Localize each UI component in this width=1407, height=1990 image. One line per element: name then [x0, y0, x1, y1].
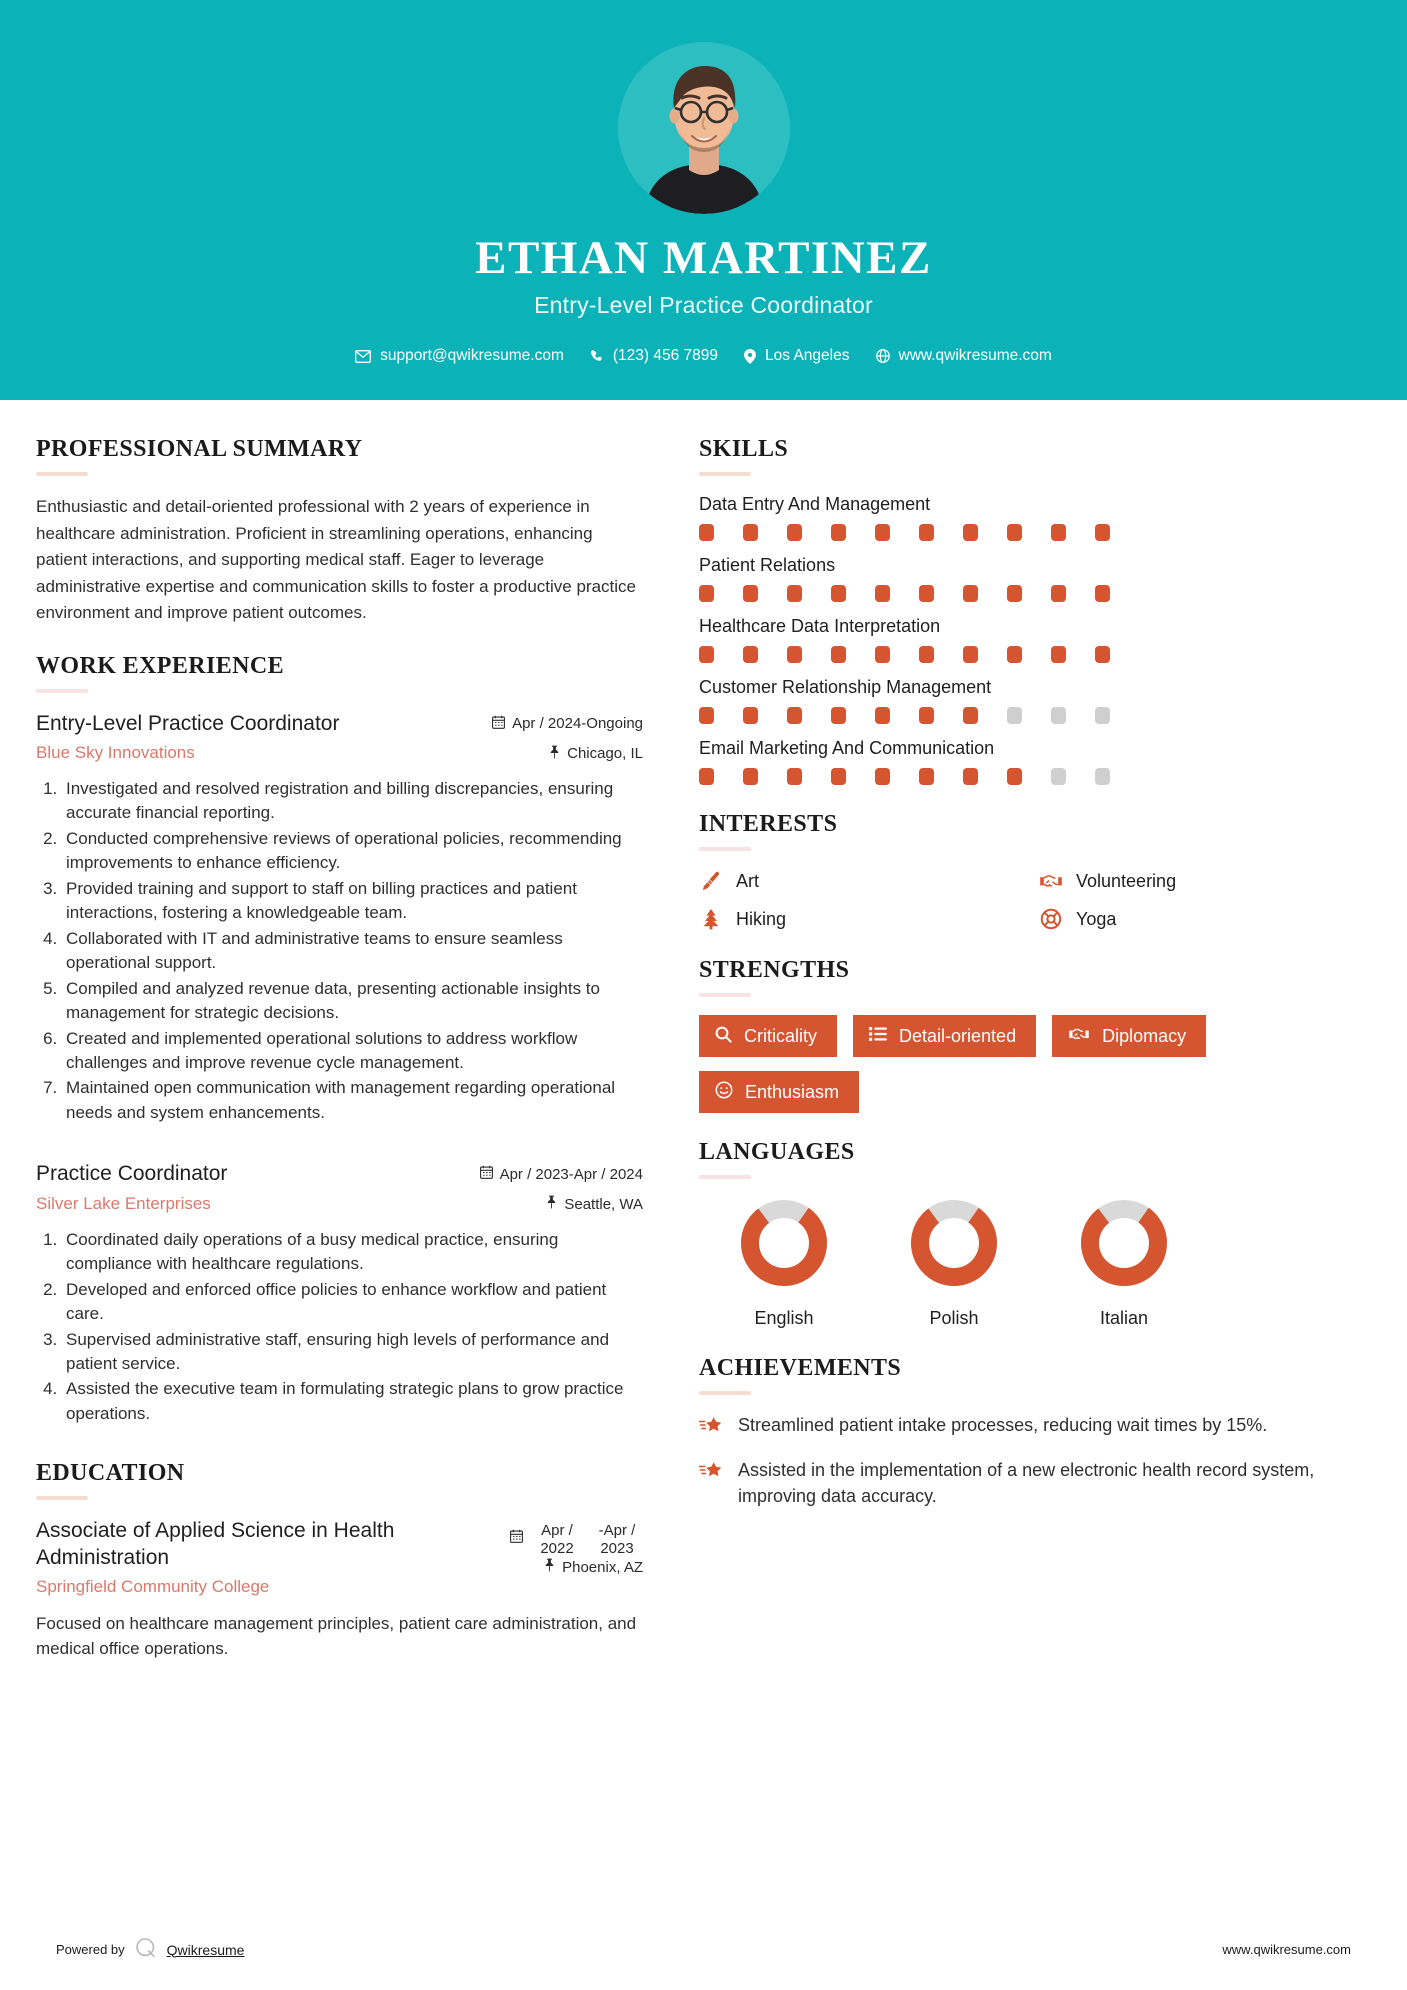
job-location-text: Seattle, WA — [564, 1195, 643, 1213]
contact-location-text: Los Angeles — [765, 347, 850, 365]
skill-dot — [1007, 768, 1022, 785]
summary-text: Enthusiastic and detail-oriented professional with 2 years of experience in healthcare administration. Proficient in streamlining operations, enhancing patient interactions, and supporting medical staff. Eager to leverage administrative expertise and communication skills to foster a productive practice environment and improve patient outcomes. — [36, 497, 636, 623]
skill-dot — [699, 707, 714, 724]
skill-dot — [831, 524, 846, 541]
skill-dot — [1007, 646, 1022, 663]
strength-chip-enthusiasm — [699, 1071, 859, 1113]
skill-dot — [787, 585, 802, 602]
section-heading-work: WORK EXPERIENCE — [36, 652, 285, 679]
skill-dot — [1007, 707, 1022, 724]
skill-dot — [963, 585, 978, 602]
skill-rating — [699, 524, 1371, 541]
footer-brand-link[interactable]: Qwikresume — [166, 1941, 245, 1958]
skill-dot — [699, 646, 714, 663]
education-location — [510, 1558, 643, 1576]
section-strengths — [699, 957, 1371, 1113]
interest-label: Yoga — [1076, 908, 1117, 929]
section-heading-skills: SKILLS — [699, 436, 789, 462]
job-bullet: 4. Collaborated with IT and administrative teams to ensure seamless operational support. — [62, 927, 643, 976]
achievement-item — [699, 1458, 1371, 1510]
skill-item — [699, 616, 1371, 663]
strength-label: Diplomacy — [1102, 1025, 1187, 1046]
smiley-icon — [715, 1081, 733, 1102]
skill-label: Healthcare Data Interpretation — [699, 616, 941, 636]
skill-dot — [1051, 707, 1066, 724]
section-rule — [699, 472, 751, 476]
section-languages — [699, 1139, 1371, 1329]
skill-dot — [787, 646, 802, 663]
section-heading-languages: LANGUAGES — [699, 1139, 855, 1165]
section-education — [36, 1460, 643, 1662]
skill-dot — [743, 585, 758, 602]
resume-body — [0, 400, 1407, 1688]
skill-dot — [875, 707, 890, 724]
language-item — [699, 1197, 869, 1329]
job-dates-text: Apr / 2024-Ongoing — [512, 715, 643, 733]
skill-label: Data Entry And Management — [699, 494, 931, 514]
section-heading-education: EDUCATION — [36, 1460, 185, 1487]
language-label: Italian — [1099, 1308, 1149, 1328]
interest-item — [1039, 869, 1371, 893]
skill-dot — [831, 707, 846, 724]
calendar-icon — [510, 1522, 523, 1547]
skill-dot — [1095, 524, 1110, 541]
job-bullet: 7. Maintained open communication with management regarding operational needs and system enhancements. — [62, 1076, 643, 1125]
magnifier-icon — [715, 1026, 732, 1046]
skill-dot — [1095, 768, 1110, 785]
section-heading-achievements: ACHIEVEMENTS — [699, 1355, 902, 1381]
list-icon — [869, 1026, 887, 1045]
skill-dot — [875, 768, 890, 785]
interest-item — [1039, 907, 1371, 931]
lifebuoy-icon — [1039, 907, 1063, 931]
shooting-star-icon — [699, 1413, 725, 1442]
skill-dot — [963, 707, 978, 724]
skill-dot — [699, 585, 714, 602]
skill-item — [699, 494, 1371, 541]
job-dates-text: Apr / 2023-Apr / 2024 — [499, 1165, 643, 1183]
achievement-text: Streamlined patient intake processes, reducing wait times by 15%. — [738, 1415, 1268, 1435]
interest-label: Volunteering — [1076, 870, 1177, 891]
job-bullets — [36, 1228, 643, 1427]
skill-dot — [743, 524, 758, 541]
job-bullet: 1. Coordinated daily operations of a busy medical practice, ensuring compliance with healthcare regulations. — [62, 1228, 643, 1277]
skill-dot — [831, 646, 846, 663]
section-rule — [699, 1175, 751, 1179]
achievement-item — [699, 1413, 1371, 1442]
job-location — [492, 745, 643, 763]
skill-dot — [1051, 768, 1066, 785]
contact-row — [355, 347, 1052, 365]
skill-dot — [1095, 707, 1110, 724]
education-description: Focused on healthcare management principles, patient care administration, and medical office operations. — [36, 1613, 637, 1659]
section-heading-interests: INTERESTS — [699, 811, 838, 837]
interest-label: Art — [736, 870, 760, 891]
skill-rating — [699, 707, 1371, 724]
interest-label: Hiking — [736, 908, 787, 929]
section-work-experience — [36, 653, 643, 1427]
section-rule — [36, 472, 88, 476]
skill-dot — [699, 768, 714, 785]
skill-dot — [919, 646, 934, 663]
skill-rating — [699, 646, 1371, 663]
skill-label: Patient Relations — [699, 555, 836, 575]
section-skills — [699, 436, 1371, 785]
avatar — [618, 42, 790, 214]
language-item — [869, 1197, 1039, 1329]
map-pin-icon — [544, 1558, 555, 1576]
job-bullet: 3. Provided training and support to staff on billing practices and patient interactions, fostering a knowledgeable team. — [62, 877, 643, 926]
skill-rating — [699, 585, 1371, 602]
skill-dot — [875, 585, 890, 602]
job-location-text: Chicago, IL — [567, 745, 643, 763]
skill-dot — [1007, 585, 1022, 602]
skill-dot — [743, 768, 758, 785]
language-label: Polish — [929, 1308, 979, 1328]
job-bullet: 2. Developed and enforced office policies to enhance workflow and patient care. — [62, 1278, 643, 1327]
right-column — [661, 400, 1371, 1688]
skill-dot — [875, 646, 890, 663]
map-pin-icon — [546, 1195, 557, 1213]
education-location-text: Phoenix, AZ — [562, 1558, 643, 1576]
job-bullet: 1. Investigated and resolved registration and billing discrepancies, ensuring accurate financial reporting. — [62, 777, 643, 826]
interest-item — [699, 907, 1031, 931]
language-item — [1039, 1197, 1209, 1329]
skill-dot — [919, 768, 934, 785]
envelope-icon — [355, 350, 371, 363]
skill-dot — [875, 524, 890, 541]
section-rule — [36, 689, 88, 693]
job-bullet: 3. Supervised administrative staff, ensuring high levels of performance and patient service. — [62, 1328, 643, 1377]
contact-phone[interactable] — [590, 347, 718, 365]
interest-item — [699, 869, 1031, 893]
job-bullet: 6. Created and implemented operational solutions to address workflow challenges and improve revenue cycle management. — [62, 1027, 643, 1076]
work-item — [36, 711, 643, 1126]
footer-powered-by-label: Powered by — [56, 1942, 125, 1957]
job-dates — [492, 715, 643, 733]
location-pin-icon — [744, 349, 756, 364]
skill-dot — [919, 524, 934, 541]
skill-label: Email Marketing And Communication — [699, 738, 995, 758]
contact-phone-text: (123) 456 7899 — [612, 347, 719, 365]
left-column — [36, 400, 661, 1688]
language-list — [699, 1197, 1371, 1329]
work-item — [36, 1161, 643, 1426]
donut-svg — [738, 1197, 830, 1289]
skill-dot — [743, 707, 758, 724]
skill-dot — [1095, 646, 1110, 663]
skill-dot — [699, 524, 714, 541]
strength-label: Enthusiasm — [745, 1081, 840, 1102]
skill-label: Customer Relationship Management — [699, 677, 992, 697]
education-school: Springfield Community College — [36, 1576, 270, 1596]
strength-label: Detail-oriented — [899, 1025, 1017, 1046]
job-company: Blue Sky Innovations — [36, 742, 195, 762]
job-bullet: 5. Compiled and analyzed revenue data, presenting actionable insights to management for strategic decisions. — [62, 977, 643, 1026]
strength-chip-detail-oriented — [853, 1015, 1036, 1057]
job-company: Silver Lake Enterprises — [36, 1193, 211, 1213]
calendar-icon — [480, 1165, 493, 1183]
education-item — [36, 1518, 643, 1662]
language-donut-chart — [908, 1197, 1000, 1294]
language-donut-chart — [738, 1197, 830, 1294]
skill-dot — [919, 585, 934, 602]
job-position: Practice Coordinator — [36, 1162, 228, 1186]
header-subtitle: Entry-Level Practice Coordinator — [534, 292, 873, 319]
education-date-start: Apr / 2022 — [540, 1522, 574, 1558]
skill-rating — [699, 768, 1371, 785]
shooting-star-icon — [699, 1458, 725, 1487]
job-position: Entry-Level Practice Coordinator — [36, 711, 340, 735]
footer — [0, 1937, 1407, 1962]
education-dates — [510, 1522, 643, 1558]
skill-dot — [743, 646, 758, 663]
page-title: ETHAN MARTINEZ — [475, 232, 932, 284]
skill-item — [699, 738, 1371, 785]
skill-dot — [787, 524, 802, 541]
job-dates — [480, 1165, 643, 1183]
skill-dot — [1051, 646, 1066, 663]
section-rule — [699, 847, 751, 851]
education-degree: Associate of Applied Science in Health Administration — [36, 1519, 395, 1569]
job-bullet: 4. Assisted the executive team in formulating strategic plans to grow practice operations. — [62, 1377, 643, 1426]
education-date-end: -Apr / 2023 — [598, 1522, 636, 1558]
skill-dot — [1007, 524, 1022, 541]
section-heading-strengths: STRENGTHS — [699, 957, 850, 983]
handshake-icon — [1068, 1025, 1090, 1046]
skill-dot — [831, 768, 846, 785]
achievement-text: Assisted in the implementation of a new electronic health record system, improving data accuracy. — [738, 1460, 1315, 1506]
skill-dot — [963, 768, 978, 785]
section-heading-summary: PROFESSIONAL SUMMARY — [36, 436, 363, 462]
language-donut-chart — [1078, 1197, 1170, 1294]
pine-tree-icon — [699, 907, 723, 931]
section-professional-summary — [36, 436, 643, 627]
skill-dot — [963, 524, 978, 541]
language-label: English — [754, 1308, 814, 1328]
donut-svg — [908, 1197, 1000, 1289]
section-achievements — [699, 1355, 1371, 1510]
skill-dot — [919, 707, 934, 724]
job-location — [480, 1195, 643, 1213]
handshake-icon — [1039, 869, 1063, 893]
strength-chip-criticality — [699, 1015, 837, 1057]
resume-header — [0, 0, 1407, 400]
strength-chip-diplomacy — [1052, 1015, 1206, 1057]
skill-dot — [963, 646, 978, 663]
skill-dot — [1051, 585, 1066, 602]
skill-dot — [831, 585, 846, 602]
phone-icon — [590, 349, 604, 363]
footer-site-url: www.qwikresume.com — [1222, 1942, 1351, 1957]
globe-icon — [876, 349, 890, 363]
skill-dot — [1095, 585, 1110, 602]
contact-website-text: www.qwikresume.com — [898, 347, 1052, 365]
contact-email-text: support@qwikresume.com — [380, 347, 564, 365]
map-pin-icon — [549, 745, 560, 763]
skill-dot — [787, 707, 802, 724]
paintbrush-icon — [699, 869, 723, 893]
strength-label: Criticality — [744, 1025, 818, 1046]
skill-dot — [1051, 524, 1066, 541]
skill-item — [699, 677, 1371, 724]
contact-location[interactable] — [744, 347, 849, 365]
section-rule — [36, 1496, 88, 1500]
job-bullets — [36, 777, 643, 1126]
contact-email[interactable] — [355, 347, 564, 365]
section-rule — [699, 993, 751, 997]
section-interests — [699, 811, 1371, 931]
calendar-icon — [492, 715, 505, 733]
qwikresume-logo-icon — [135, 1937, 157, 1962]
skill-dot — [787, 768, 802, 785]
donut-svg — [1078, 1197, 1170, 1289]
skill-item — [699, 555, 1371, 602]
job-bullet: 2. Conducted comprehensive reviews of operational policies, recommending improvements to enhance efficiency. — [62, 827, 643, 876]
avatar-photo-icon — [618, 42, 790, 214]
section-rule — [699, 1391, 751, 1395]
contact-website[interactable] — [876, 347, 1052, 365]
